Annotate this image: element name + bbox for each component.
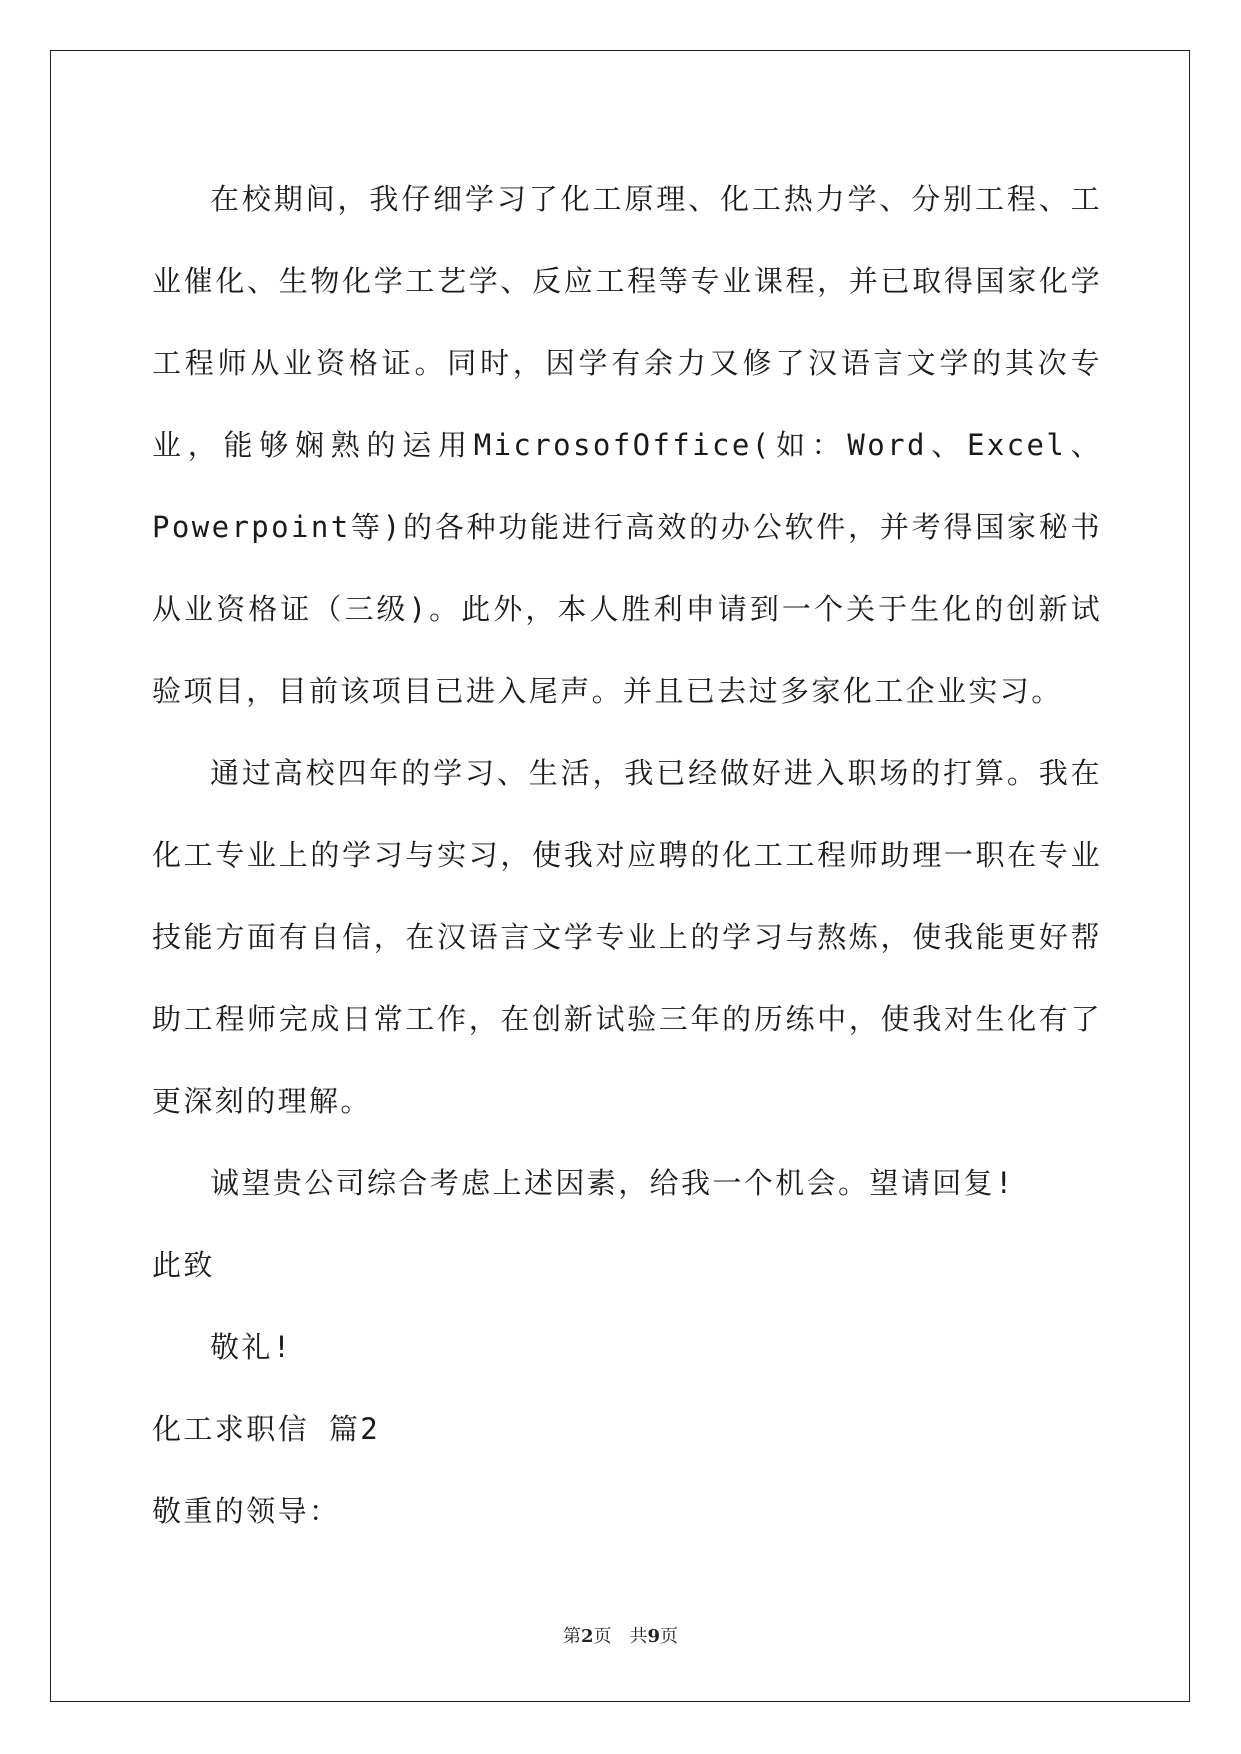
paragraph-readiness: 通过高校四年的学习、生活，我已经做好进入职场的打算。我在化工专业上的学习与实习，使我对应聘的化工工程师助理一职在专业技能方面有自信，在汉语言文学专业上的学习与熬炼，使我能更好帮助工程师完成日常工作，在创新试验三年的历练中，使我对生化有了更深刻的理解。: [152, 756, 1102, 1118]
document-body: [152, 158, 1102, 1552]
paragraph-education: 在校期间，我仔细学习了化工原理、化工热力学、分别工程、工业催化、生物化学工艺学、反应工程等专业课程，并已取得国家化学工程师从业资格证。同时，因学有余力又修了汉语言文学的其次专业，能够娴熟的运用MicrosofOffice(如：Word、Excel、Powerpoint等)的各种功能进行高效的办公软件，并考得国家秘书从业资格证（三级)。此外，本人胜利申请到一个关于生化的创新试验项目，目前该项目已进入尾声。并且已去过多家化工企业实习。: [152, 182, 1102, 708]
footer-middle: 页 共: [593, 1626, 648, 1647]
section-heading: 化工求职信 篇2: [152, 1412, 381, 1446]
footer-suffix: 页: [660, 1626, 679, 1647]
closing-salute: 敬礼!: [210, 1330, 293, 1364]
closing-greeting: 此致: [152, 1248, 215, 1282]
total-page-count: 9: [647, 1626, 661, 1647]
paragraph-request: 诚望贵公司综合考虑上述因素，给我一个机会。望请回复!: [210, 1166, 1015, 1200]
current-page-number: 2: [580, 1626, 594, 1647]
salutation: 敬重的领导：: [152, 1494, 341, 1528]
footer-prefix: 第: [562, 1626, 581, 1647]
page-footer: [0, 1622, 1241, 1648]
